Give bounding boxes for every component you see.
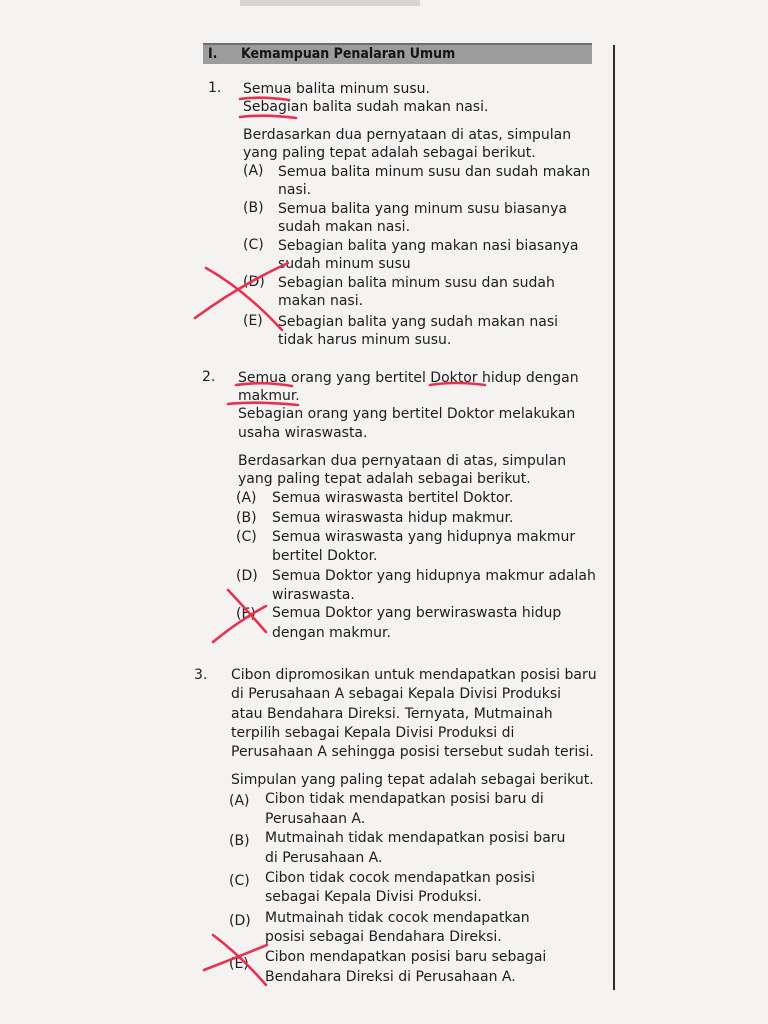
- prompt-line: yang paling tepat adalah sebagai berikut.: [243, 145, 536, 161]
- option-letter: (A): [229, 793, 250, 809]
- question-number: 2.: [202, 369, 216, 385]
- prompt-line: Berdasarkan dua pernyataan di atas, simpulan: [243, 127, 572, 143]
- option-text: Sebagian balita minum susu dan sudah: [278, 275, 555, 291]
- premise-line: terpilih sebagai Kepala Divisi Produksi di: [231, 725, 515, 741]
- option-text: Perusahaan A.: [265, 811, 366, 827]
- option-text: sebagai Kepala Divisi Produksi.: [265, 889, 482, 905]
- option-letter: (E): [229, 956, 249, 972]
- option-letter: (A): [236, 490, 257, 506]
- prompt-line: yang paling tepat adalah sebagai berikut.: [238, 471, 531, 487]
- option-text: Bendahara Direksi di Perusahaan A.: [265, 969, 516, 985]
- premise-line: Semua balita minum susu.: [243, 81, 430, 97]
- option-text: Semua balita yang minum susu biasanya: [278, 201, 567, 217]
- option-text: Semua wiraswasta bertitel Doktor.: [272, 490, 514, 506]
- option-text: di Perusahaan A.: [265, 850, 383, 866]
- option-text: tidak harus minum susu.: [278, 332, 452, 348]
- option-text: sudah minum susu: [278, 256, 411, 272]
- premise-line: Sebagian orang yang bertitel Doktor melakukan: [238, 406, 576, 422]
- option-text: Cibon tidak cocok mendapatkan posisi: [265, 870, 536, 886]
- option-text: dengan makmur.: [272, 625, 391, 641]
- option-letter: (B): [243, 200, 264, 216]
- cross-mark-q1: [195, 263, 288, 318]
- right-margin-rule: [613, 45, 615, 990]
- option-text: sudah makan nasi.: [278, 219, 411, 235]
- option-letter: (D): [229, 913, 251, 929]
- option-letter: (C): [229, 873, 250, 889]
- option-text: wiraswasta.: [272, 587, 355, 603]
- premise-line: usaha wiraswasta.: [238, 425, 368, 441]
- option-text: Semua Doktor yang berwiraswasta hidup: [272, 605, 562, 621]
- option-text: Semua wiraswasta yang hidupnya makmur: [272, 529, 576, 545]
- premise-line: atau Bendahara Direksi. Ternyata, Mutmainah: [231, 706, 553, 722]
- prompt-line: Berdasarkan dua pernyataan di atas, simpulan: [238, 453, 567, 469]
- option-text: Mutmainah tidak cocok mendapatkan: [265, 910, 530, 926]
- premise-line: Sebagian balita sudah makan nasi.: [243, 99, 489, 115]
- option-text: Sebagian balita yang makan nasi biasanya: [278, 238, 579, 254]
- option-text: Semua wiraswasta hidup makmur.: [272, 510, 514, 526]
- option-text: Semua Doktor yang hidupnya makmur adalah: [272, 568, 596, 584]
- option-letter: (E): [243, 313, 263, 329]
- option-text: Semua balita minum susu dan sudah makan: [278, 164, 591, 180]
- option-text: posisi sebagai Bendahara Direksi.: [265, 929, 502, 945]
- option-letter: (D): [243, 274, 265, 290]
- option-letter: (C): [236, 529, 257, 545]
- underline-sebagian: [240, 116, 296, 118]
- option-letter: (B): [229, 833, 250, 849]
- section-title: Kemampuan Penalaran Umum: [241, 46, 456, 62]
- option-text: Cibon mendapatkan posisi baru sebagai: [265, 949, 547, 965]
- option-text: makan nasi.: [278, 293, 364, 309]
- option-letter: (C): [243, 237, 264, 253]
- option-letter: (A): [243, 163, 264, 179]
- option-text: bertitel Doktor.: [272, 548, 378, 564]
- option-text: nasi.: [278, 182, 312, 198]
- option-letter: (E): [236, 606, 256, 622]
- option-text: Mutmainah tidak mendapatkan posisi baru: [265, 830, 566, 846]
- question-number: 1.: [208, 80, 222, 96]
- section-number: I.: [208, 46, 218, 62]
- option-letter: (D): [236, 568, 258, 584]
- option-letter: (B): [236, 510, 257, 526]
- prompt-line: Simpulan yang paling tepat adalah sebagai berikut.: [231, 772, 594, 788]
- premise-line: di Perusahaan A sebagai Kepala Divisi Produksi: [231, 686, 562, 702]
- option-text: Sebagian balita yang sudah makan nasi: [278, 314, 559, 330]
- section-header: [203, 43, 592, 64]
- option-text: Cibon tidak mendapatkan posisi baru di: [265, 791, 544, 807]
- premise-line: Semua orang yang bertitel Doktor hidup dengan: [238, 370, 579, 386]
- premise-line: Perusahaan A sehingga posisi tersebut sudah terisi.: [231, 744, 594, 760]
- question-number: 3.: [194, 667, 208, 683]
- scan-shadow: [240, 0, 420, 6]
- premise-line: Cibon dipromosikan untuk mendapatkan posisi baru: [231, 667, 597, 683]
- premise-line: makmur.: [238, 388, 300, 404]
